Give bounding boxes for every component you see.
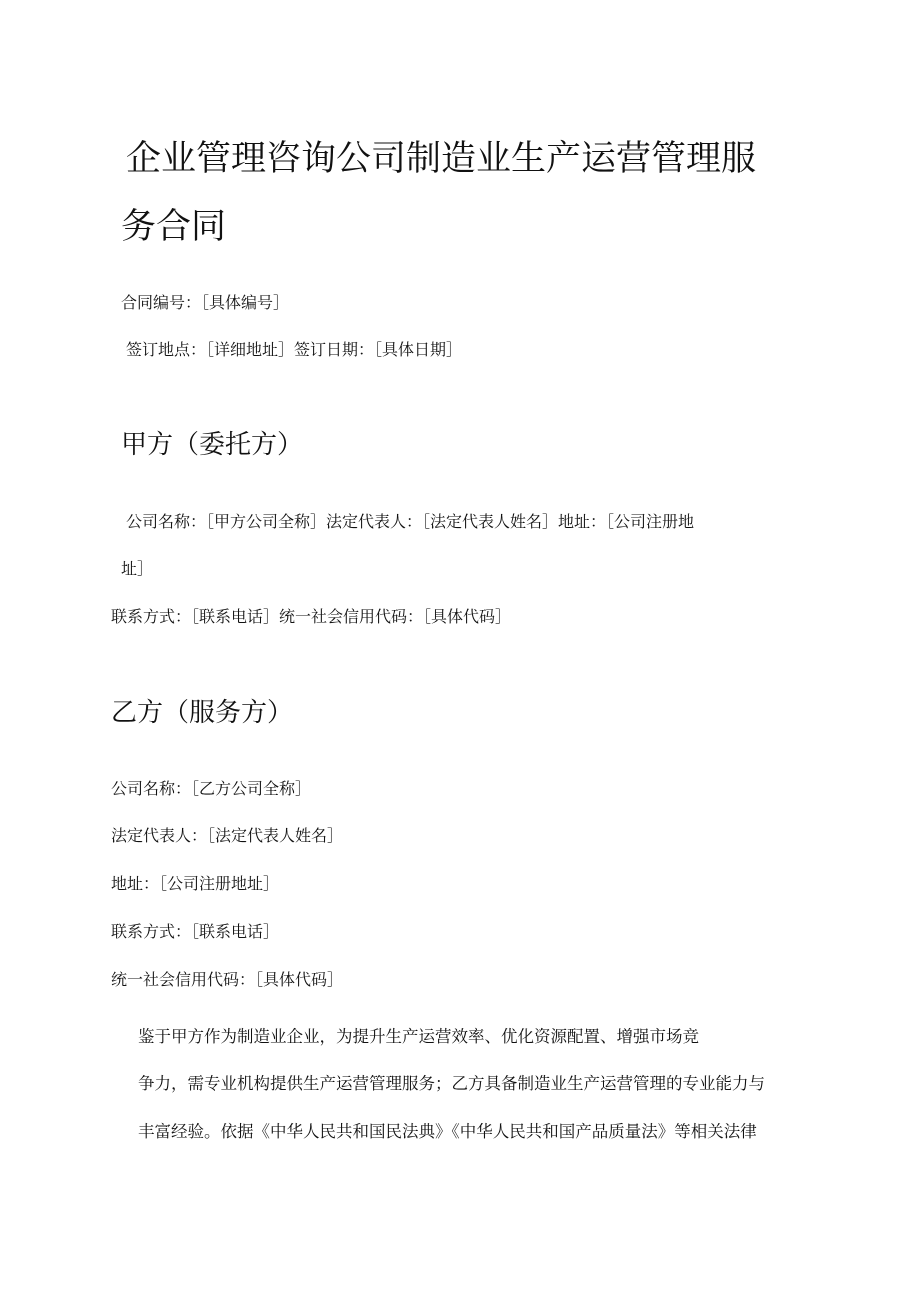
party-b-address: 地址：［公司注册地址］: [111, 874, 280, 893]
document-title-line1: 企业管理咨询公司制造业生产运营管理服: [126, 139, 757, 179]
signing-place-date: 签订地点：［详细地址］签订日期：［具体日期］: [126, 340, 463, 359]
preamble-line1: 鉴于甲方作为制造业企业，为提升生产运营效率、优化资源配置、增强市场竞: [138, 1027, 699, 1046]
party-a-heading: 甲方（委托方）: [121, 430, 304, 460]
party-b-heading: 乙方（服务方）: [111, 698, 294, 728]
party-b-credit-code: 统一社会信用代码：［具体代码］: [111, 970, 344, 989]
preamble-line3: 丰富经验。依据《中华人民共和国民法典》《中华人民共和国产品质量法》等相关法律: [138, 1122, 757, 1141]
party-b-contact: 联系方式：［联系电话］: [111, 922, 280, 941]
party-a-info-line1: 公司名称：［甲方公司全称］法定代表人：［法定代表人姓名］地址：［公司注册地: [126, 512, 695, 531]
party-a-info-line3: 联系方式：［联系电话］统一社会信用代码：［具体代码］: [111, 607, 512, 626]
party-b-legal-rep: 法定代表人：［法定代表人姓名］: [111, 826, 344, 845]
document-title-line2: 务合同: [121, 207, 227, 247]
contract-number: 合同编号：［具体编号］: [121, 293, 290, 312]
preamble-line2: 争力，需专业机构提供生产运营管理服务；乙方具备制造业生产运营管理的专业能力与: [138, 1074, 765, 1093]
party-a-info-line2: 址］: [121, 559, 154, 578]
party-b-company: 公司名称：［乙方公司全称］: [111, 779, 312, 798]
